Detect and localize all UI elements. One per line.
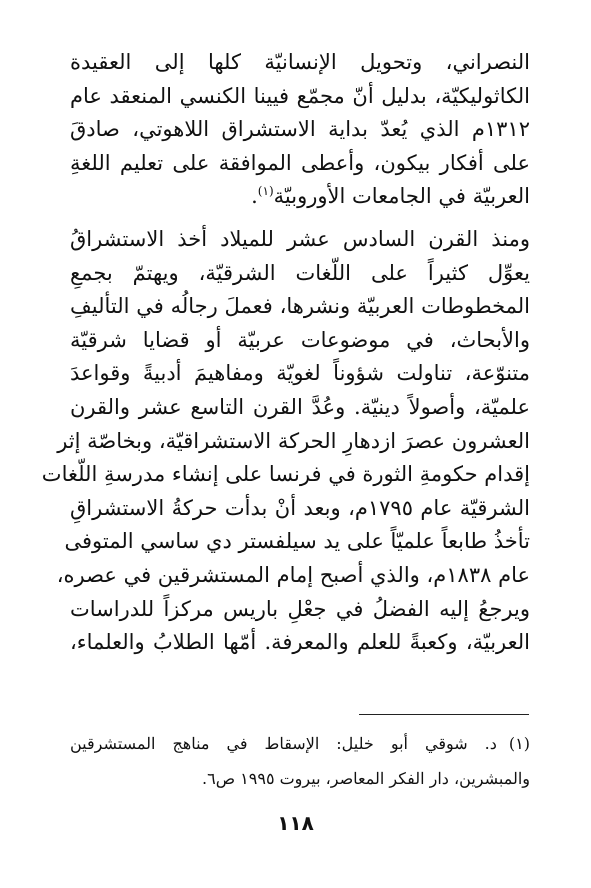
footnote-reference[interactable]: (١) (257, 184, 274, 199)
footnote-line: والمبشرين، دار الفكر المعاصر، بيروت ١٩٩٥ ص٦. (202, 769, 530, 788)
footnote (70, 726, 530, 796)
text-fragment: العربيّة في الجامعات الأوروبيّة (273, 184, 530, 209)
text-line: المخطوطات العربيّة ونشرها، فعملَ رجالُه في التأليفِ (70, 294, 530, 319)
text-line: يعوِّل كثيراً على اللّغات الشرقيّة، ويهتمّ بجمعِ (70, 260, 530, 285)
text-line: العشرون عصرَ ازدهارِ الحركة الاستشراقيّة، وبخاصّة إثر (57, 428, 530, 453)
sentence-end: . (251, 184, 258, 209)
footnote-divider (359, 714, 529, 715)
text-line: الكاثوليكيّة، بدليل أنّ مجمّع فيينا الكنسي المنعقد عام (70, 83, 530, 108)
footnote-marker: (١) (508, 734, 530, 753)
text-line: ١٣١٢م الذي يُعدّ بداية الاستشراق اللاهوتي، صادقَ (70, 117, 530, 142)
text-line: والأبحاث، في موضوعات عربيّة أو قضايا شرقيّة (70, 327, 530, 352)
paragraph-2 (41, 223, 530, 660)
text-line: ويرجعُ إليه الفضلُ في جعْلِ باريس مركزاً للدراسات (70, 596, 530, 621)
footnote-text: د. شوقي أبو خليل: الإسقاط في مناهج المستشرقين (70, 734, 497, 753)
text-line: العربيّة، وكعبةً للعلم والمعرفة. أمّها الطلابُ والعلماء، (70, 630, 530, 655)
paragraph-1 (70, 46, 530, 214)
text-line: عام ١٨٣٨م، والذي أصبح إمام المستشرقين في عصره، (56, 562, 530, 587)
text-line: إقدام حكومةِ الثورة في فرنسا على إنشاء مدرسةِ اللّغات (41, 462, 530, 487)
page-number: ١١٨ (277, 811, 314, 835)
text-line: ومنذ القرن السادس عشر للميلاد أخذ الاستشراقُ (70, 226, 530, 251)
text-line-last (70, 180, 530, 214)
text-line: تأخذُ طابعاً علميّاً على يد سيلفستر دي ساسي المتوفى (64, 529, 530, 554)
text-line: على أفكار بيكون، وأعطى الموافقة على تعليم اللغةِ (70, 150, 530, 175)
text-line: متنوّعة، تناولت شؤوناً لغويّة ومفاهيمَ أدبيةً وقواعدَ (70, 361, 530, 386)
text-line: النصراني، وتحويل الإنسانيّة كلها إلى العقيدة (70, 50, 530, 74)
main-text (41, 46, 530, 660)
text-line: علميّة، وأصولاً دينيّة. وعُدَّ القرن التاسع عشر والقرن (70, 394, 530, 419)
footnote-line (70, 726, 530, 761)
text-line: الشرقيّة عام ١٧٩٥م، وبعد أنْ بدأت حركةُ الاستشراقِ (70, 495, 530, 520)
